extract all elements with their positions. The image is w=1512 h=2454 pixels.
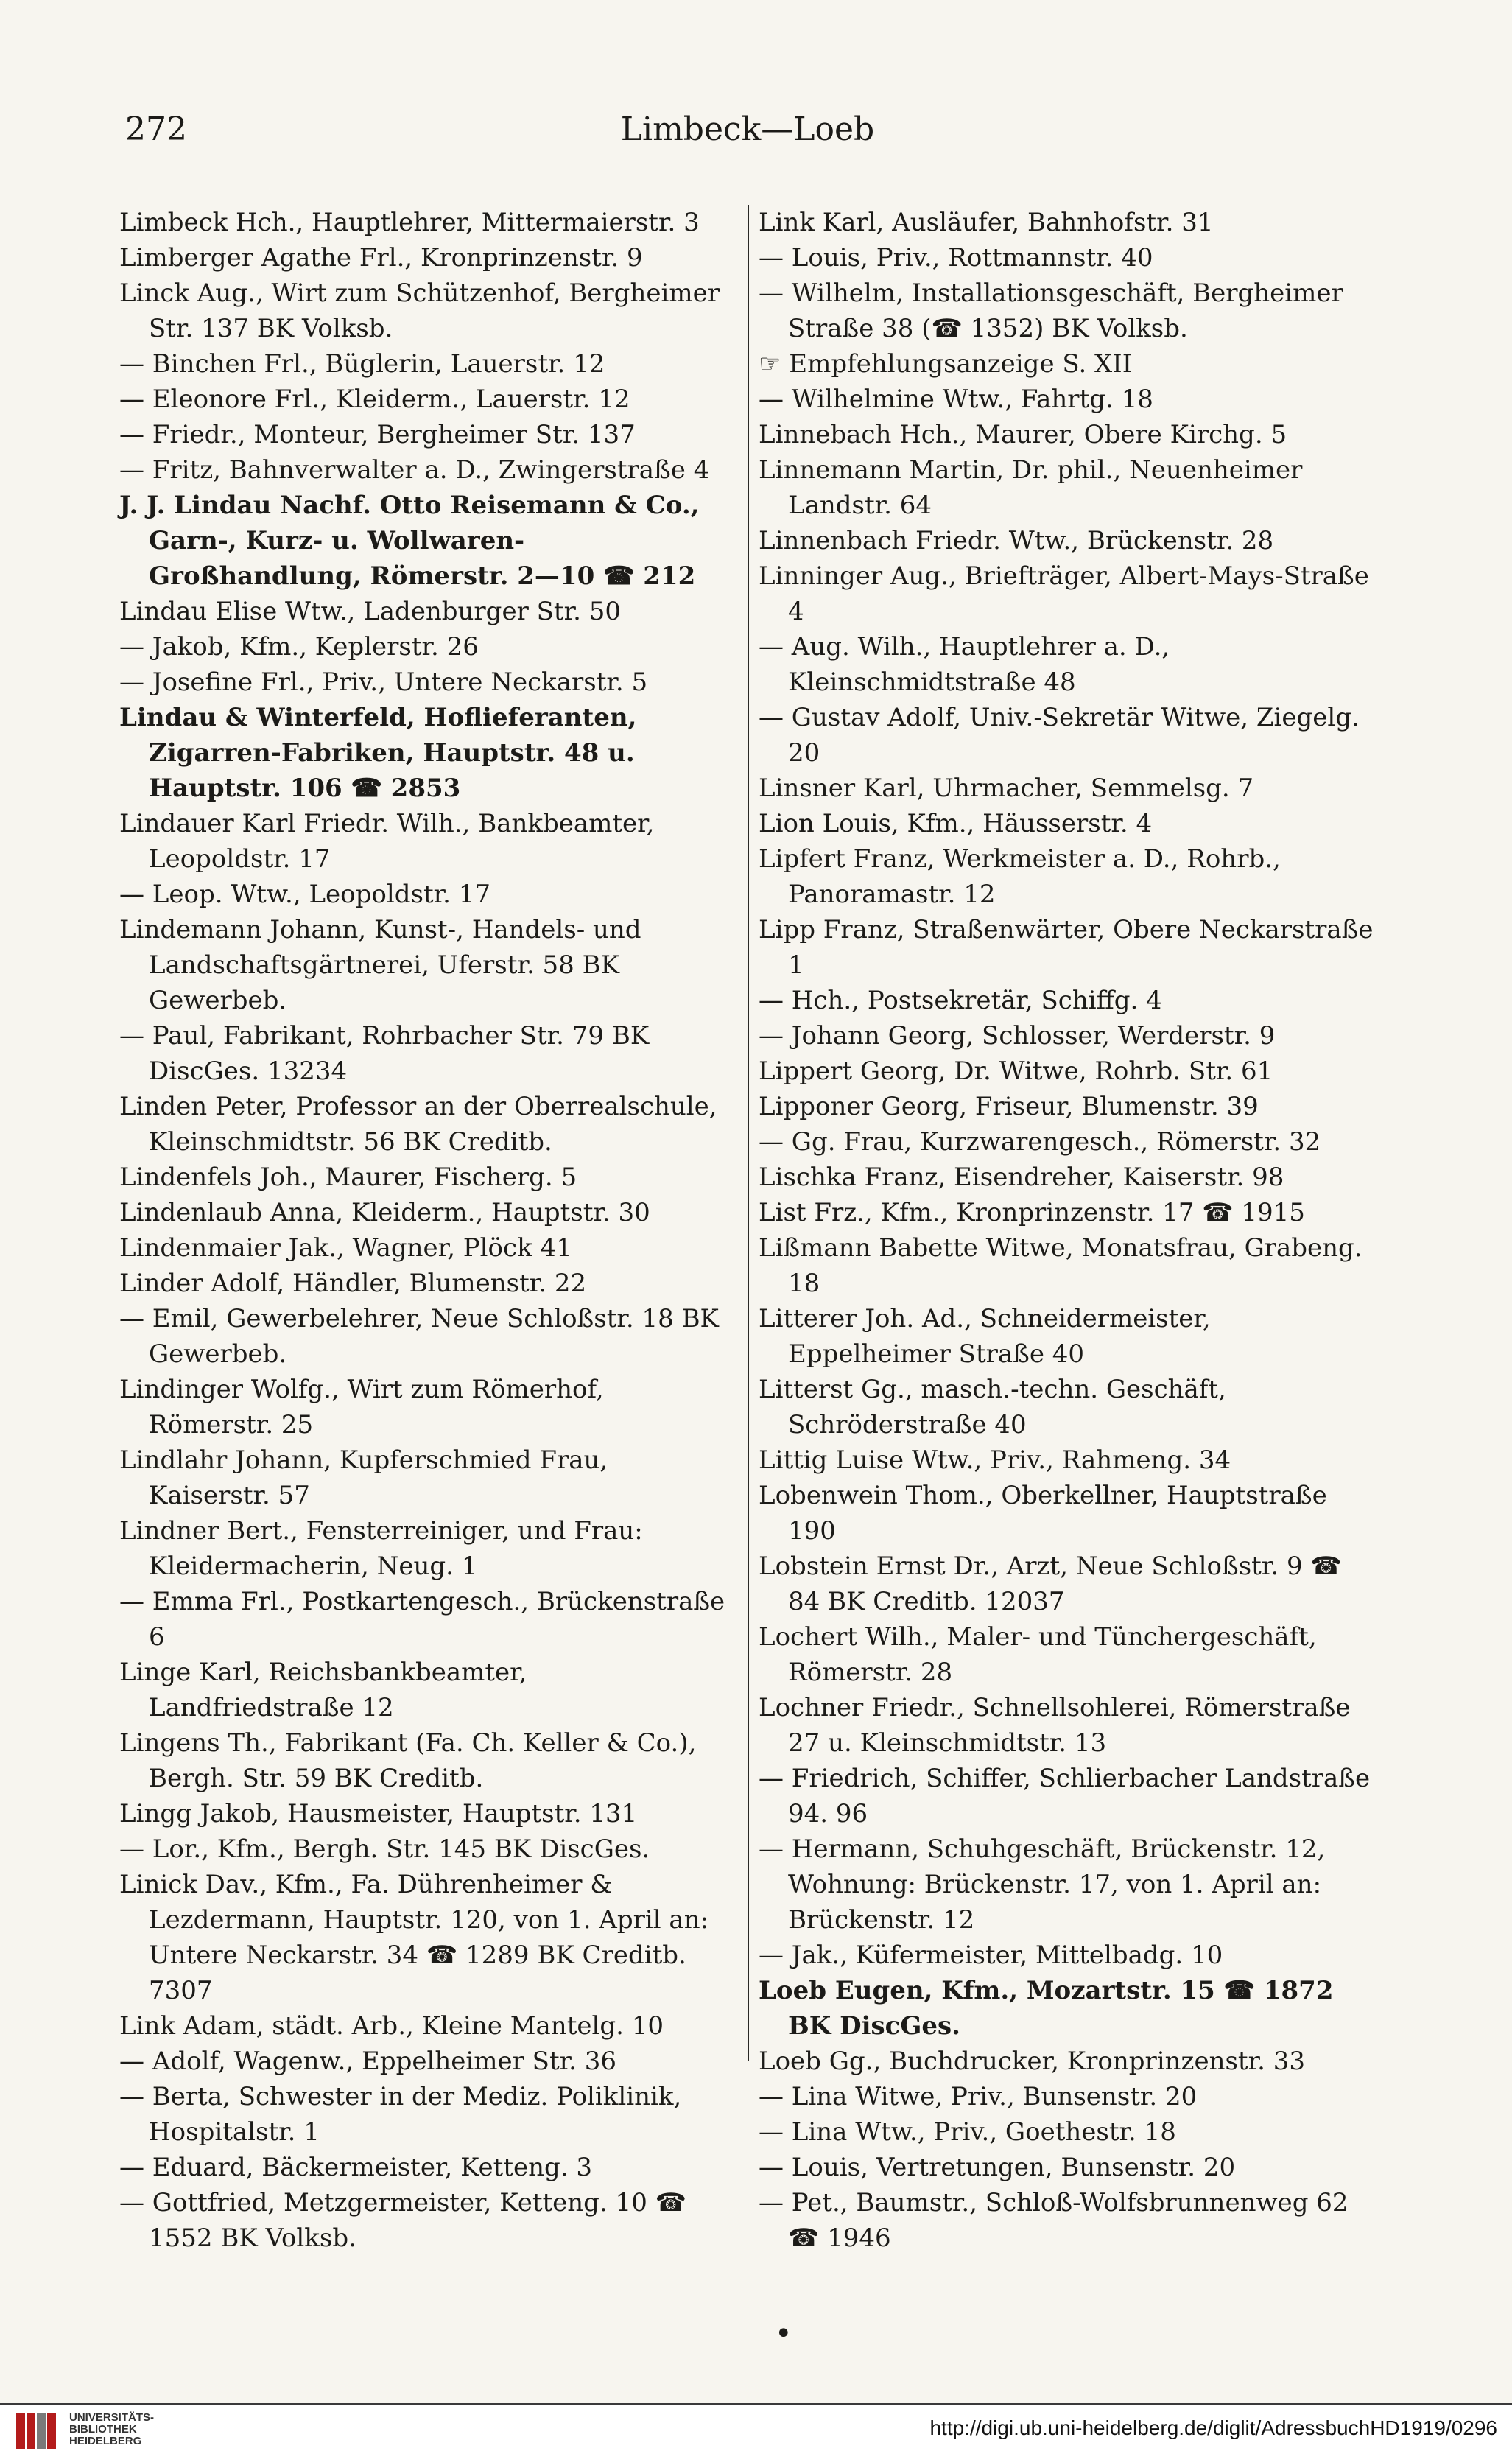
directory-entry: Linninger Aug., Briefträger, Albert-Mays-Straße 4 — [759, 561, 1369, 626]
directory-entry: — Fritz, Bahnverwalter a. D., Zwingerstraße 4 — [119, 455, 710, 485]
directory-entry: Lipp Franz, Straßenwärter, Obere Neckarstraße 1 — [759, 915, 1374, 980]
directory-entry: Lindauer Karl Friedr. Wilh., Bankbeamter, Leopoldstr. 17 — [119, 809, 655, 874]
directory-entry: Lindenfels Joh., Maurer, Fischerg. 5 — [119, 1163, 577, 1192]
directory-entry: — Leop. Wtw., Leopoldstr. 17 — [119, 880, 491, 909]
directory-entry: Link Karl, Ausläufer, Bahnhofstr. 31 — [759, 208, 1214, 237]
directory-entry: Lindenlaub Anna, Kleiderm., Hauptstr. 30 — [119, 1198, 650, 1227]
directory-entry: Lindenmaier Jak., Wagner, Plöck 41 — [119, 1233, 572, 1263]
directory-entry: — Josefine Frl., Priv., Untere Neckarstr. 5 — [119, 667, 648, 697]
source-url-link[interactable]: http://digi.ub.uni-heidelberg.de/diglit/AdressbuchHD1919/0296 — [929, 2416, 1497, 2439]
directory-entry: Litterer Joh. Ad., Schneidermeister, Eppelheimer Straße 40 — [759, 1304, 1211, 1369]
directory-entry: Limberger Agathe Frl., Kronprinzenstr. 9 — [119, 243, 643, 273]
directory-entry: — Jak., Küfermeister, Mittelbadg. 10 — [759, 1941, 1223, 1970]
footer-bar — [0, 2405, 1512, 2454]
directory-entry: — Gottfried, Metzgermeister, Ketteng. 10 ☎ 1552 BK Volksb. — [119, 2188, 686, 2253]
directory-entry: Limbeck Hch., Hauptlehrer, Mittermaierstr. 3 — [119, 208, 700, 237]
directory-entry: Link Adam, städt. Arb., Kleine Mantelg. 10 — [119, 2011, 664, 2041]
directory-entry: Lischka Franz, Eisendreher, Kaiserstr. 98 — [759, 1163, 1284, 1192]
directory-entry: Lipponer Georg, Friseur, Blumenstr. 39 — [759, 1092, 1259, 1121]
directory-entry: — Adolf, Wagenw., Eppelheimer Str. 36 — [119, 2047, 617, 2076]
directory-entry: — Jakob, Kfm., Keplerstr. 26 — [119, 632, 479, 662]
directory-entry: — Lor., Kfm., Bergh. Str. 145 BK DiscGes. — [119, 1834, 650, 1864]
directory-entry: Lindau Elise Wtw., Ladenburger Str. 50 — [119, 597, 621, 626]
directory-entry: Linsner Karl, Uhrmacher, Semmelsg. 7 — [759, 774, 1254, 803]
logo-line-1: UNIVERSITÄTS- — [69, 2411, 155, 2424]
directory-entry: Linder Adolf, Händler, Blumenstr. 22 — [119, 1269, 587, 1298]
directory-entry: Littig Luise Wtw., Priv., Rahmeng. 34 — [759, 1445, 1231, 1475]
directory-entry: Lippert Georg, Dr. Witwe, Rohrb. Str. 61 — [759, 1056, 1273, 1086]
directory-entry: Lingg Jakob, Hausmeister, Hauptstr. 131 — [119, 1799, 638, 1829]
directory-entry: — Gustav Adolf, Univ.-Sekretär Witwe, Ziegelg. 20 — [759, 703, 1360, 768]
directory-entry: — Friedrich, Schiffer, Schlierbacher Landstraße 94. 96 — [759, 1764, 1371, 1829]
directory-entry: Lindemann Johann, Kunst-, Handels- und Landschaftsgärtnerei, Uferstr. 58 BK Gewerbeb. — [119, 915, 641, 1015]
library-logo-text — [69, 2412, 154, 2447]
directory-entry: Litterst Gg., masch.-techn. Geschäft, Schröderstraße 40 — [759, 1375, 1226, 1440]
directory-entry: Lochner Friedr., Schnellsohlerei, Römerstraße 27 u. Kleinschmidtstr. 13 — [759, 1693, 1351, 1758]
directory-entry: Lißmann Babette Witwe, Monatsfrau, Grabeng. 18 — [759, 1233, 1362, 1298]
page-number: 272 — [125, 111, 187, 148]
directory-entry: — Hermann, Schuhgeschäft, Brückenstr. 12, Wohnung: Brückenstr. 17, von 1. April an: Brückenstr. 12 — [759, 1834, 1326, 1935]
directory-entry: Linick Dav., Kfm., Fa. Dührenheimer & Lezdermann, Hauptstr. 120, von 1. April an: Untere Neckarstr. 34 ☎ 1289 BK Creditb. 7307 — [119, 1870, 709, 2005]
directory-entry: — Eleonore Frl., Kleiderm., Lauerstr. 12 — [119, 385, 630, 414]
directory-entry: — Pet., Baumstr., Schloß-Wolfsbrunnenweg 62 ☎ 1946 — [759, 2188, 1349, 2253]
directory-entry: — Hch., Postsekretär, Schiffg. 4 — [759, 986, 1162, 1015]
directory-entry: Loeb Eugen, Kfm., Mozartstr. 15 ☎ 1872 BK DiscGes. — [759, 1976, 1334, 2041]
directory-entry: — Paul, Fabrikant, Rohrbacher Str. 79 BK DiscGes. 13234 — [119, 1021, 650, 1086]
directory-entry: — Wilhelm, Installationsgeschäft, Bergheimer Straße 38 (☎ 1352) BK Volksb. — [759, 278, 1343, 343]
directory-entry: — Lina Witwe, Priv., Bunsenstr. 20 — [759, 2082, 1198, 2111]
directory-entry: — Friedr., Monteur, Bergheimer Str. 137 — [119, 420, 636, 449]
directory-entry: — Johann Georg, Schlosser, Werderstr. 9 — [759, 1021, 1276, 1051]
directory-entry: Lobstein Ernst Dr., Arzt, Neue Schloßstr. 9 ☎ 84 BK Creditb. 12037 — [759, 1552, 1342, 1616]
logo-line-3: HEIDELBERG — [69, 2435, 142, 2447]
directory-entry: — Berta, Schwester in der Mediz. Poliklinik, Hospitalstr. 1 — [119, 2082, 682, 2147]
directory-entry: Linge Karl, Reichsbankbeamter, Landfriedstraße 12 — [119, 1658, 527, 1722]
directory-entry: — Binchen Frl., Büglerin, Lauerstr. 12 — [119, 349, 605, 379]
directory-entry: Linnenbach Friedr. Wtw., Brückenstr. 28 — [759, 526, 1274, 555]
directory-entry: Lindinger Wolfg., Wirt zum Römerhof, Römerstr. 25 — [119, 1375, 604, 1440]
directory-entry: Linnebach Hch., Maurer, Obere Kirchg. 5 — [759, 420, 1287, 449]
directory-entry: List Frz., Kfm., Kronprinzenstr. 17 ☎ 1915 — [759, 1198, 1305, 1227]
directory-entry: Lochert Wilh., Maler- und Tünchergeschäft, Römerstr. 28 — [759, 1622, 1317, 1687]
directory-entry: ☞ Empfehlungsanzeige S. XII — [759, 349, 1133, 379]
directory-entry: Lindau & Winterfeld, Hoflieferanten, Zigarren-Fabriken, Hauptstr. 48 u. Hauptstr. 106 ☎ 2853 — [119, 703, 637, 803]
directory-entry: Lingens Th., Fabrikant (Fa. Ch. Keller & Co.), Bergh. Str. 59 BK Creditb. — [119, 1728, 697, 1793]
column-divider — [748, 205, 749, 2061]
directory-entry: Lindner Bert., Fensterreiniger, und Frau: Kleidermacherin, Neug. 1 — [119, 1516, 643, 1581]
left-column — [119, 205, 734, 2256]
directory-entry: Linnemann Martin, Dr. phil., Neuenheimer Landstr. 64 — [759, 455, 1303, 520]
directory-entry: — Lina Wtw., Priv., Goethestr. 18 — [759, 2117, 1176, 2147]
logo-line-2: BIBLIOTHEK — [69, 2423, 137, 2436]
directory-entry: — Emma Frl., Postkartengesch., Brückenstraße 6 — [119, 1587, 725, 1652]
directory-entry: Lion Louis, Kfm., Häusserstr. 4 — [759, 809, 1153, 838]
directory-entry: — Eduard, Bäckermeister, Ketteng. 3 — [119, 2153, 593, 2182]
page-header — [125, 111, 1370, 169]
directory-entry: — Emil, Gewerbelehrer, Neue Schloßstr. 18 BK Gewerbeb. — [119, 1304, 719, 1369]
directory-entry: — Louis, Vertretungen, Bunsenstr. 20 — [759, 2153, 1236, 2182]
directory-entry: Linck Aug., Wirt zum Schützenhof, Bergheimer Str. 137 BK Volksb. — [119, 278, 720, 343]
directory-entry: Lobenwein Thom., Oberkellner, Hauptstraße 190 — [759, 1481, 1327, 1546]
directory-entry: Linden Peter, Professor an der Oberrealschule, Kleinschmidtstr. 56 BK Creditb. — [119, 1092, 717, 1157]
running-head: Limbeck—Loeb — [620, 111, 875, 148]
directory-entry: Lipfert Franz, Werkmeister a. D., Rohrb., Panoramastr. 12 — [759, 844, 1281, 909]
page-end-mark: • — [775, 2317, 792, 2351]
directory-entry: — Aug. Wilh., Hauptlehrer a. D., Kleinschmidtstraße 48 — [759, 632, 1170, 697]
directory-entry: — Gg. Frau, Kurzwarengesch., Römerstr. 32 — [759, 1127, 1321, 1157]
directory-entry: Loeb Gg., Buchdrucker, Kronprinzenstr. 33 — [759, 2047, 1305, 2076]
right-column — [759, 205, 1374, 2256]
university-logo-icon — [15, 2412, 57, 2450]
directory-entry: Lindlahr Johann, Kupferschmied Frau, Kaiserstr. 57 — [119, 1445, 608, 1510]
directory-entry: — Louis, Priv., Rottmannstr. 40 — [759, 243, 1153, 273]
directory-entry: J. J. Lindau Nachf. Otto Reisemann & Co., Garn-, Kurz- u. Wollwaren-Großhandlung, Römerstr. 2—10 ☎ 212 — [119, 491, 700, 591]
directory-entry: — Wilhelmine Wtw., Fahrtg. 18 — [759, 385, 1153, 414]
